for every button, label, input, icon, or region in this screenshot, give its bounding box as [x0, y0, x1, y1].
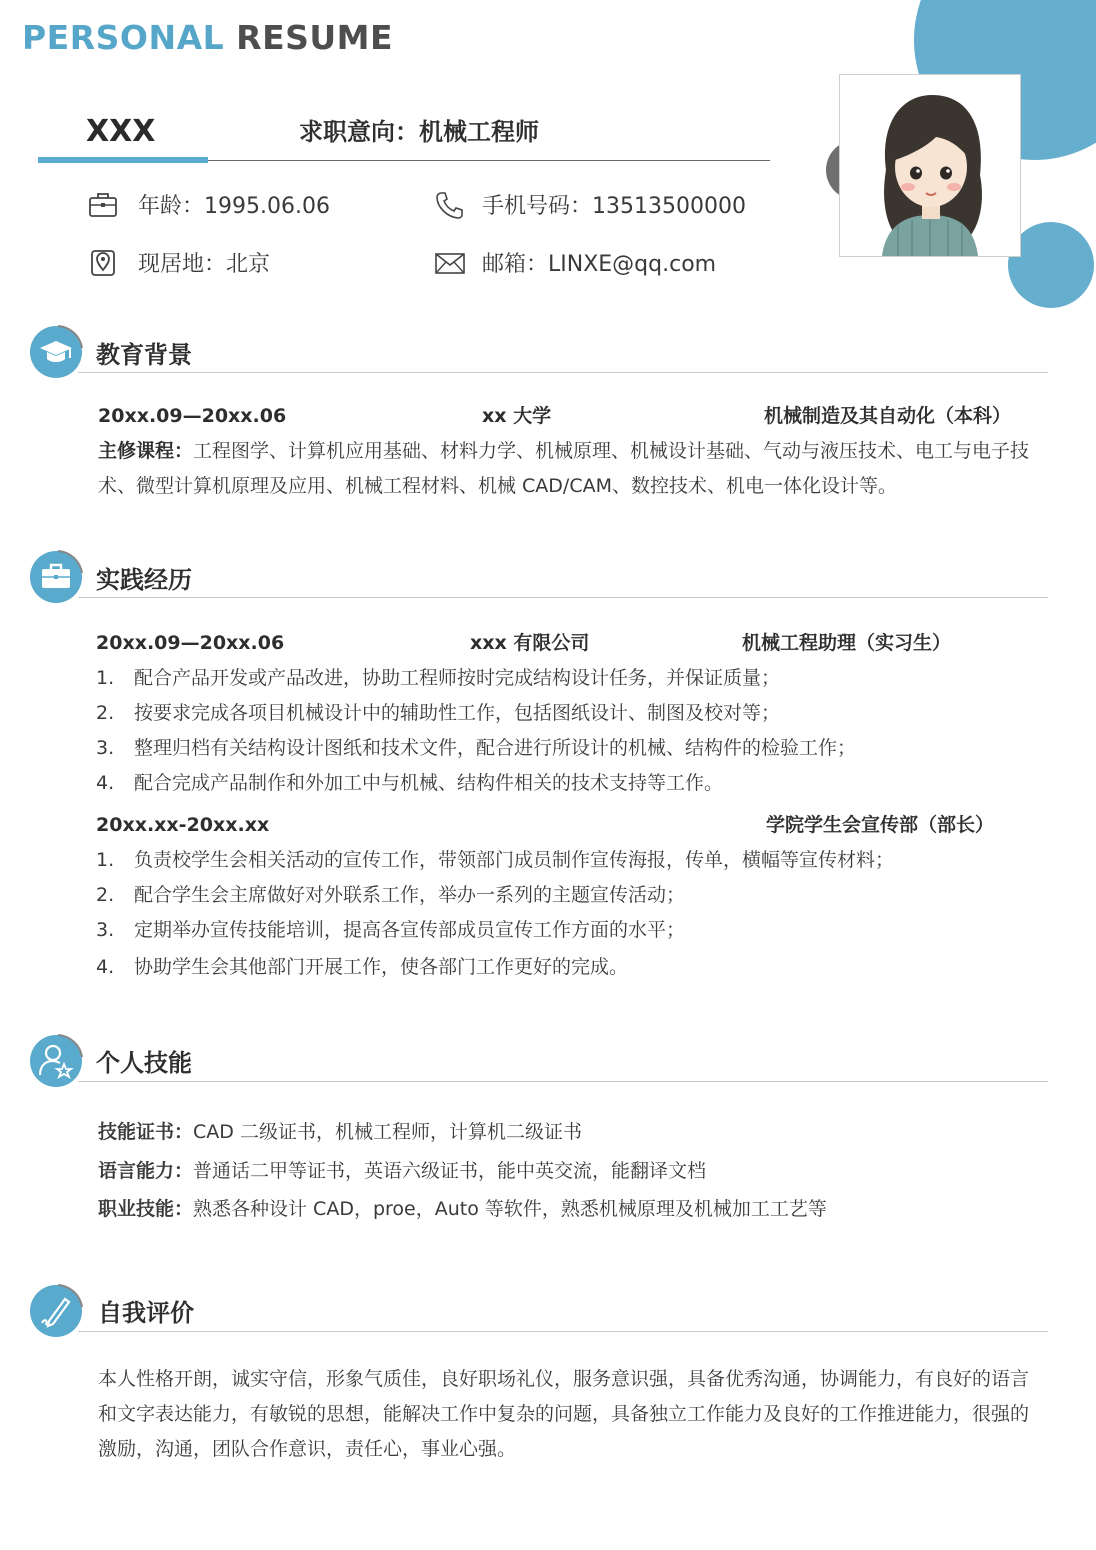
- profile-photo: [839, 74, 1021, 257]
- job2-period: 20xx.xx-20xx.xx: [96, 814, 270, 836]
- avatar-illustration: [840, 75, 1020, 256]
- skill-professional: 职业技能：熟悉各种设计 CAD，proe，Auto 等软件，熟悉机械原理及机械加工工艺等: [98, 1198, 827, 1220]
- job1-item: 1. 配合产品开发或产品改进，协助工程师按时完成结构设计任务，并保证质量；: [96, 667, 781, 689]
- education-courses: [98, 434, 1034, 504]
- courses-label: 主修课程：: [98, 440, 194, 462]
- title-resume: RESUME: [236, 18, 394, 57]
- person-star-icon: [28, 1033, 84, 1089]
- skills-divider: [78, 1081, 1048, 1082]
- location-field: 现居地：北京: [138, 252, 271, 277]
- self-divider: [78, 1331, 1048, 1332]
- email-field: 邮箱：LINXE@qq.com: [482, 252, 717, 277]
- page-title: [22, 16, 393, 60]
- graduation-cap-icon: [28, 324, 84, 380]
- mail-icon: [434, 248, 464, 278]
- courses-text: 工程图学、计算机应用基础、材料力学、机械原理、机械设计基础、气动与液压技术、电工与电子技术、微型计算机原理及应用、机械工程材料、机械 CAD/CAM、数控技术、机电一体化设计等。: [98, 440, 1030, 497]
- job1-item: 2. 按要求完成各项目机械设计中的辅助性工作，包括图纸设计、制图及校对等；: [96, 702, 781, 724]
- job1-company: xxx 有限公司: [470, 632, 590, 654]
- briefcase-icon: [88, 190, 118, 220]
- job2-role: 学院学生会宣传部（部长）: [766, 814, 995, 836]
- job2-item: 2. 配合学生会主席做好对外联系工作，举办一系列的主题宣传活动；: [96, 884, 686, 906]
- education-school: xx 大学: [482, 405, 552, 427]
- job1-item: 3. 整理归档有关结构设计图纸和技术文件，配合进行所设计的机械、结构件的检验工作；: [96, 737, 857, 759]
- pen-icon: [28, 1283, 84, 1339]
- job-objective: 求职意向：机械工程师: [299, 118, 539, 146]
- job1-period: 20xx.09—20xx.06: [96, 632, 285, 654]
- name-divider-accent: [38, 157, 208, 163]
- practice-title: 实践经历: [96, 566, 192, 594]
- skills-title: 个人技能: [96, 1049, 192, 1077]
- age-field: 年龄：1995.06.06: [138, 194, 330, 219]
- briefcase-section-icon: [28, 549, 84, 605]
- job1-item: 4. 配合完成产品制作和外加工中与机械、结构件相关的技术支持等工作。: [96, 772, 724, 794]
- education-title: 教育背景: [96, 341, 192, 369]
- candidate-name: XXX: [86, 114, 156, 149]
- skill-certificates: 技能证书：CAD 二级证书，机械工程师，计算机二级证书: [98, 1121, 582, 1143]
- job2-item: 4. 协助学生会其他部门开展工作，使各部门工作更好的完成。: [96, 956, 629, 978]
- skill-languages: 语言能力：普通话二甲等证书，英语六级证书，能中英交流，能翻译文档: [98, 1160, 707, 1182]
- phone-icon: [434, 190, 464, 220]
- self-title: 自我评价: [98, 1299, 194, 1327]
- job2-item: 3. 定期举办宣传技能培训，提高各宣传部成员宣传工作方面的水平；: [96, 919, 686, 941]
- education-major: 机械制造及其自动化（本科）: [764, 405, 1012, 427]
- job2-item: 1. 负责校学生会相关活动的宣传工作，带领部门成员制作宣传海报，传单，横幅等宣传材料；: [96, 849, 895, 871]
- education-divider: [78, 372, 1048, 373]
- job1-role: 机械工程助理（实习生）: [742, 632, 952, 654]
- title-personal: PERSONAL: [22, 18, 225, 57]
- practice-divider: [78, 597, 1048, 598]
- phone-field: 手机号码：13513500000: [482, 194, 746, 219]
- location-icon: [88, 248, 118, 278]
- education-period: 20xx.09—20xx.06: [98, 405, 287, 427]
- self-evaluation-text: 本人性格开朗，诚实守信，形象气质佳，良好职场礼仪，服务意识强，具备优秀沟通，协调能力，有良好的语言和文字表达能力，有敏锐的思想，能解决工作中复杂的问题，具备独立工作能力及良好的工作推进能力，很强的激励，沟通，团队合作意识，责任心，事业心强。: [98, 1368, 1030, 1460]
